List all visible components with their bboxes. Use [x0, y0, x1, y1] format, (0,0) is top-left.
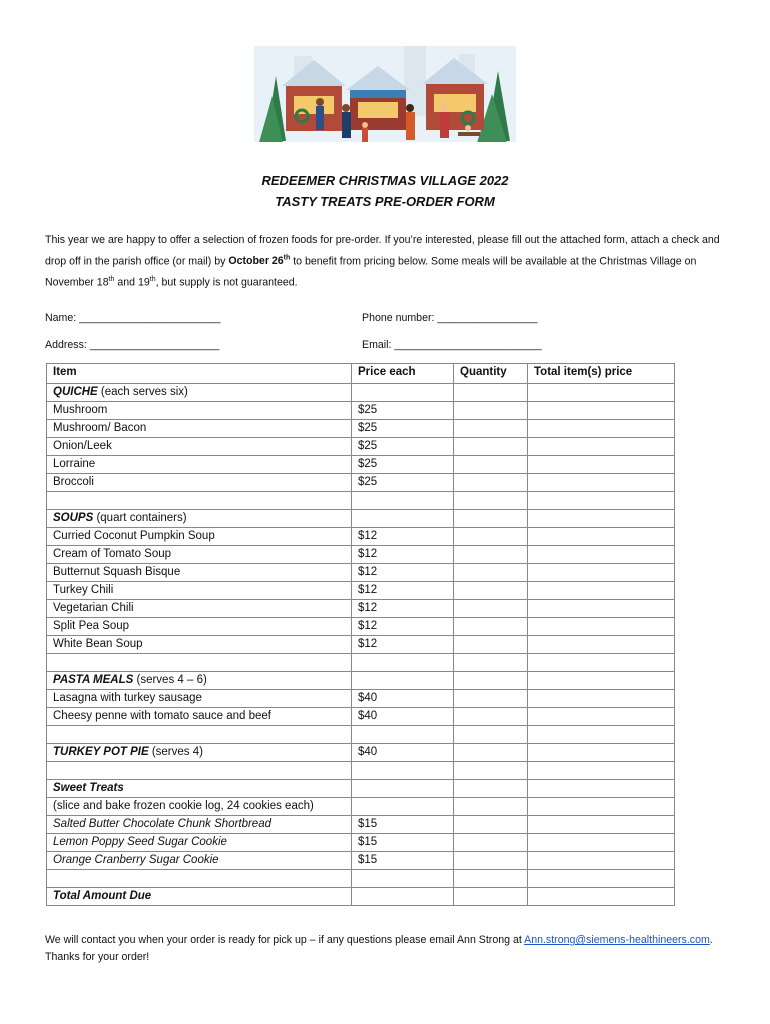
price-cell: [352, 600, 454, 618]
item-name: Lasagna with turkey sausage: [53, 692, 202, 704]
date-suffix: th: [108, 275, 115, 283]
price-cell: [352, 402, 454, 420]
item-price: $12: [358, 638, 378, 650]
price-cell: [352, 780, 454, 798]
item-cell: [47, 654, 352, 672]
quantity-cell: [454, 780, 528, 798]
potpie-heading-note: (serves 4): [148, 746, 203, 758]
total-price-cell[interactable]: [528, 636, 675, 654]
item-price: $40: [358, 710, 378, 722]
quantity-cell: [454, 384, 528, 402]
total-amount-label: Total Amount Due: [53, 890, 152, 902]
total-price-cell: [528, 492, 675, 510]
item-cell: [47, 618, 352, 636]
intro-text: , but supply is not guaranteed.: [155, 276, 298, 289]
item-name: Cheesy penne with tomato sauce and beef: [53, 710, 272, 722]
price-cell: [352, 654, 454, 672]
item-cell: [47, 384, 352, 402]
header-item: Item: [47, 364, 352, 384]
intro-text: and 19: [114, 276, 150, 289]
total-row: [47, 888, 675, 906]
item-cell: [47, 564, 352, 582]
table-row: [47, 420, 675, 438]
table-row: [47, 708, 675, 726]
total-price-cell: [528, 870, 675, 888]
price-cell: [352, 672, 454, 690]
item-cell: [47, 780, 352, 798]
item-cell: [47, 492, 352, 510]
total-price-cell[interactable]: [528, 852, 675, 870]
sweets-heading: Sweet Treats: [53, 782, 124, 794]
item-cell: [47, 474, 352, 492]
item-name: Curried Coconut Pumpkin Soup: [53, 530, 215, 542]
header-price: Price each: [352, 364, 454, 384]
total-price-cell[interactable]: [528, 456, 675, 474]
total-price-cell: [528, 726, 675, 744]
christmas-village-banner-image: [254, 46, 516, 158]
item-name: Mushroom/ Bacon: [53, 422, 147, 434]
item-cell: [47, 726, 352, 744]
price-cell: [352, 816, 454, 834]
total-price-cell[interactable]: [528, 420, 675, 438]
item-price: $25: [358, 422, 378, 434]
total-price-cell[interactable]: [528, 564, 675, 582]
item-name: Cream of Tomato Soup: [53, 548, 172, 560]
quiche-heading: QUICHE: [53, 386, 98, 398]
item-name: Onion/Leek: [53, 440, 112, 452]
table-row: [47, 528, 675, 546]
price-cell: [352, 474, 454, 492]
price-cell: [352, 744, 454, 762]
price-cell: [352, 582, 454, 600]
item-name: Salted Butter Chocolate Chunk Shortbread: [53, 818, 271, 830]
item-price: $12: [358, 584, 378, 596]
item-name: Split Pea Soup: [53, 620, 130, 632]
quantity-cell[interactable]: [454, 456, 528, 474]
potpie-heading: TURKEY POT PIE: [53, 746, 149, 758]
table-row: [47, 744, 675, 762]
price-cell: [352, 690, 454, 708]
quantity-cell: [454, 510, 528, 528]
item-price: $40: [358, 746, 378, 758]
item-price: $15: [358, 818, 378, 830]
soups-heading-note: (quart containers): [93, 512, 187, 524]
pasta-heading-note: (serves 4 – 6): [133, 674, 207, 686]
price-cell: [352, 834, 454, 852]
item-cell: [47, 636, 352, 654]
section-row: [47, 510, 675, 528]
total-price-cell: [528, 780, 675, 798]
price-cell: [352, 528, 454, 546]
section-row: [47, 798, 675, 816]
price-cell: [352, 438, 454, 456]
address-field[interactable]: Address: ______________________: [45, 339, 220, 351]
contact-email-link[interactable]: Ann.strong@siemens-healthineers.com: [524, 934, 710, 946]
item-cell: [47, 834, 352, 852]
price-cell: [352, 618, 454, 636]
item-cell: [47, 420, 352, 438]
intro-text: to benefit from pricing below. Some meals will be available at the Christmas Village on November 18: [45, 255, 697, 289]
section-row: [47, 780, 675, 798]
item-cell: [47, 762, 352, 780]
total-price-cell: [528, 762, 675, 780]
item-price: $15: [358, 836, 378, 848]
total-price-cell: [528, 798, 675, 816]
price-cell: [352, 510, 454, 528]
item-cell: [47, 582, 352, 600]
table-row: [47, 546, 675, 564]
table-row: [47, 690, 675, 708]
soups-heading: SOUPS: [53, 512, 94, 524]
quiche-heading-note: (each serves six): [97, 386, 188, 398]
item-price: $40: [358, 692, 378, 704]
item-cell: [47, 528, 352, 546]
quantity-cell[interactable]: [454, 744, 528, 762]
item-price: $12: [358, 530, 378, 542]
pasta-heading: PASTA MEALS: [53, 674, 134, 686]
quantity-cell[interactable]: [454, 402, 528, 420]
quantity-cell[interactable]: [454, 888, 528, 906]
item-cell: [47, 708, 352, 726]
table-header-row: [47, 364, 675, 384]
price-cell: [352, 384, 454, 402]
quantity-cell: [454, 492, 528, 510]
item-cell: [47, 600, 352, 618]
item-price: $25: [358, 404, 378, 416]
table-row: [47, 852, 675, 870]
quantity-cell[interactable]: [454, 708, 528, 726]
item-name: Lemon Poppy Seed Sugar Cookie: [53, 836, 227, 848]
item-cell: [47, 690, 352, 708]
item-name: Turkey Chili: [53, 584, 114, 596]
price-cell: [352, 708, 454, 726]
total-price-cell: [528, 384, 675, 402]
price-cell: [352, 456, 454, 474]
item-price: $25: [358, 458, 378, 470]
quantity-cell: [454, 672, 528, 690]
phone-field[interactable]: Phone number: _________________: [362, 312, 538, 324]
price-cell: [352, 546, 454, 564]
form-title: REDEEMER CHRISTMAS VILLAGE 2022: [261, 173, 509, 188]
item-name: White Bean Soup: [53, 638, 143, 650]
item-name: Mushroom: [53, 404, 108, 416]
quantity-cell[interactable]: [454, 420, 528, 438]
total-price-cell[interactable]: [528, 816, 675, 834]
table-row: [47, 564, 675, 582]
price-cell: [352, 852, 454, 870]
sweets-note: (slice and bake frozen cookie log, 24 cookies each): [53, 800, 314, 812]
date-suffix: th: [149, 275, 156, 283]
intro-text: This year we are happy to offer a selection of frozen foods for pre-order. If you’re interested, please fill out the attached form, attach a check and drop off in the parish office (or mail) by: [45, 234, 720, 268]
price-cell: [352, 762, 454, 780]
item-price: $25: [358, 476, 378, 488]
table-row: [47, 816, 675, 834]
quantity-cell[interactable]: [454, 852, 528, 870]
footer-note: [45, 932, 735, 966]
footer-text: We will contact you when your order is ready for pick up – if any questions please email Ann Strong at: [45, 934, 525, 946]
total-price-cell[interactable]: [528, 402, 675, 420]
table-row: [47, 438, 675, 456]
quantity-cell[interactable]: [454, 564, 528, 582]
quantity-cell[interactable]: [454, 618, 528, 636]
item-cell: [47, 510, 352, 528]
quantity-cell: [454, 798, 528, 816]
header-total: Total item(s) price: [528, 364, 675, 384]
intro-paragraph: [45, 232, 735, 292]
total-price-cell: [528, 510, 675, 528]
table-row: [47, 402, 675, 420]
header-quantity: Quantity: [454, 364, 528, 384]
item-price: $12: [358, 566, 378, 578]
price-cell: [352, 420, 454, 438]
quantity-cell[interactable]: [454, 816, 528, 834]
total-price-cell: [528, 672, 675, 690]
name-field[interactable]: Name: ________________________: [45, 312, 221, 324]
quantity-cell[interactable]: [454, 582, 528, 600]
item-price: $15: [358, 854, 378, 866]
spacer-row: [47, 870, 675, 888]
item-cell: [47, 870, 352, 888]
table-row: [47, 456, 675, 474]
spacer-row: [47, 492, 675, 510]
spacer-row: [47, 654, 675, 672]
total-price-cell[interactable]: [528, 582, 675, 600]
item-price: $12: [358, 548, 378, 560]
total-price-cell[interactable]: [528, 690, 675, 708]
quantity-cell[interactable]: [454, 690, 528, 708]
deadline-text: October 26th: [228, 254, 291, 268]
price-cell: [352, 870, 454, 888]
item-cell: [47, 852, 352, 870]
total-price-cell: [528, 654, 675, 672]
quantity-cell[interactable]: [454, 834, 528, 852]
quantity-cell: [454, 726, 528, 744]
item-name: Vegetarian Chili: [53, 602, 134, 614]
spacer-row: [47, 762, 675, 780]
quantity-cell: [454, 654, 528, 672]
price-cell: [352, 564, 454, 582]
price-cell: [352, 888, 454, 906]
table-row: [47, 600, 675, 618]
item-name: Butternut Squash Bisque: [53, 566, 181, 578]
quantity-cell: [454, 870, 528, 888]
total-price-cell[interactable]: [528, 618, 675, 636]
quantity-cell[interactable]: [454, 600, 528, 618]
quantity-cell[interactable]: [454, 546, 528, 564]
item-price: $25: [358, 440, 378, 452]
total-price-cell[interactable]: [528, 888, 675, 906]
quantity-cell[interactable]: [454, 438, 528, 456]
item-name: Broccoli: [53, 476, 94, 488]
item-price: $12: [358, 602, 378, 614]
email-field[interactable]: Email: _________________________: [362, 339, 542, 351]
item-cell: [47, 744, 352, 762]
section-row: [47, 384, 675, 402]
total-price-cell[interactable]: [528, 438, 675, 456]
total-price-cell[interactable]: [528, 708, 675, 726]
table-row: [47, 618, 675, 636]
price-cell: [352, 492, 454, 510]
item-cell: [47, 888, 352, 906]
item-cell: [47, 402, 352, 420]
total-price-cell[interactable]: [528, 474, 675, 492]
item-cell: [47, 438, 352, 456]
item-price: $12: [358, 620, 378, 632]
item-name: Orange Cranberry Sugar Cookie: [53, 854, 219, 866]
quantity-cell[interactable]: [454, 474, 528, 492]
total-price-cell[interactable]: [528, 528, 675, 546]
price-cell: [352, 798, 454, 816]
footer-text: . Thanks for your order!: [45, 934, 713, 963]
table-row: [47, 582, 675, 600]
table-row: [47, 636, 675, 654]
price-cell: [352, 726, 454, 744]
quantity-cell[interactable]: [454, 636, 528, 654]
total-price-cell[interactable]: [528, 744, 675, 762]
total-price-cell[interactable]: [528, 546, 675, 564]
order-table: [46, 363, 675, 906]
quantity-cell[interactable]: [454, 528, 528, 546]
section-row: [47, 672, 675, 690]
price-cell: [352, 636, 454, 654]
form-subtitle: TASTY TREATS PRE-ORDER FORM: [275, 194, 495, 209]
table-row: [47, 834, 675, 852]
item-cell: [47, 546, 352, 564]
quantity-cell: [454, 762, 528, 780]
item-cell: [47, 456, 352, 474]
item-cell: [47, 672, 352, 690]
item-cell: [47, 816, 352, 834]
item-cell: [47, 798, 352, 816]
spacer-row: [47, 726, 675, 744]
table-row: [47, 474, 675, 492]
total-price-cell[interactable]: [528, 600, 675, 618]
total-price-cell[interactable]: [528, 834, 675, 852]
item-name: Lorraine: [53, 458, 96, 470]
